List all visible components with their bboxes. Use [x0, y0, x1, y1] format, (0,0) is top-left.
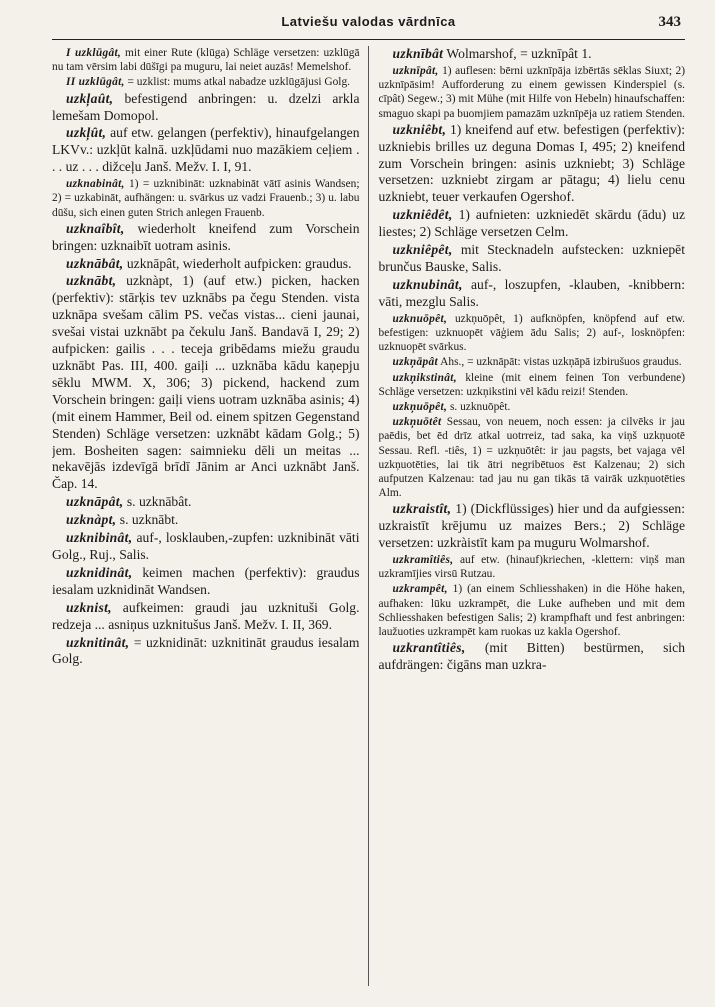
entry-headword: uzknubinât, — [392, 276, 463, 292]
entry-definition: auf etw. (hinauf)kriechen, -klettern: viņš man uzkramījies virsū Rutzau. — [378, 554, 685, 581]
entry-definition: s. uzknābt. — [116, 512, 179, 528]
dictionary-entry — [379, 122, 686, 207]
dictionary-entry — [52, 512, 360, 529]
entry-headword: uzkļaût, — [66, 90, 114, 106]
dictionary-entry — [52, 565, 360, 599]
entry-definition: Ahs., = uzknāpāt: vistas uzkņāpā izbirušuos graudus. — [437, 356, 682, 369]
entry-definition: keimen machen (perfektiv): graudus iesalam uzknidināt Wandsen. — [52, 564, 360, 597]
running-title: Latviešu valodas vārdnīca — [281, 14, 456, 29]
entry-headword: uzkņuōpêt, — [392, 400, 448, 413]
entry-headword: uzkņāpât — [392, 356, 438, 369]
dictionary-entry — [379, 415, 686, 500]
entry-headword: uzknābt, — [66, 273, 117, 289]
page-header — [52, 14, 685, 36]
entry-headword: uzknist, — [66, 599, 112, 615]
entry-definition: mit Stecknadeln aufstecken: uzkniepēt brunčus Bauske, Salis. — [378, 242, 685, 274]
dictionary-entry — [52, 635, 360, 669]
entry-definition: 1) kneifend auf etw. befestigen (perfektiv): uzkniebis brilles uz deguna Domas I, 495; 2) kneifend zum Vorschein bringen: asinis uzkniebt; 3) Schläge versetzen: uzkniebt zirgam ar pātagu; 4) lielu cenu uzkniebt, teuer verkaufen Ogershof. — [378, 121, 685, 205]
header-rule — [52, 39, 685, 40]
dictionary-entry — [52, 177, 360, 220]
entry-headword: uzkņikstinât, — [392, 371, 457, 384]
entry-definition: wiederholt kneifend zum Vorschein bringen: uzknaibīt uotram asinis. — [52, 220, 360, 253]
entry-headword: uzknibinât, — [66, 530, 133, 546]
entry-definition: auf etw. gelangen (perfektiv), hinaufgelangen LKVv.: uzkļūt kalnā. uzkļūdami nuo mazākiem ceļiem . . . uz . . . dižceļu Janš. Mežv. I. I, 91. — [52, 125, 360, 175]
dictionary-entry — [52, 91, 360, 125]
entry-definition: aufkeimen: graudi jau uzknituši Golg. redzeja ... asniņus uzknitušus Janš. Mežv. I. II, 369. — [52, 599, 360, 632]
entry-headword: uzknuōpêt, — [392, 312, 448, 325]
entry-headword: uzkļût, — [66, 125, 107, 141]
dictionary-entry — [379, 64, 686, 121]
entry-definition: auf-, loszupfen, -klauben, -knibbern: vāti, mezglu Salis. — [378, 276, 685, 309]
entry-definition: uzknāpât, wiederholt aufpicken: graudus. — [123, 255, 352, 271]
entry-headword: uzknāpât, — [66, 494, 124, 510]
dictionary-entry — [379, 582, 686, 639]
entry-headword: uzknitinât, — [66, 634, 130, 650]
dictionary-entry — [379, 640, 686, 674]
entry-definition: auf-, losklauben,-zupfen: uzknibināt vāti Golg., Ruj., Salis. — [52, 530, 360, 562]
entry-headword: uzknābât, — [66, 255, 124, 271]
entry-headword: II uzklūgât, — [66, 76, 125, 89]
dictionary-entry — [52, 256, 360, 273]
entry-headword: uzkrampêt, — [392, 583, 448, 596]
entry-headword: uzkrantîtiês, — [392, 640, 466, 656]
dictionary-entry — [52, 600, 360, 634]
entry-definition: kleine (mit einem feinen Ton verbundene) Schläge versetzen: uzkņikstini vēl kādu reizi! Stenden. — [378, 371, 685, 398]
entry-definition: 1) (Dickflüssiges) hier und da aufgiessen: uzkraistīt krējumu uz maizes Bers.; 2) Schläge versetzen: uzkràistīt kam pa muguru Wolmarshof. — [378, 501, 685, 551]
dictionary-entry — [52, 273, 360, 493]
entry-definition: 1) aufnieten: uzkniedēt skārdu (ādu) uz liestes; 2) Schläge versetzen Celm. — [378, 207, 685, 240]
entry-headword: uzkņuōtêt — [392, 416, 442, 429]
dictionary-entry — [379, 355, 686, 369]
left-column — [52, 46, 369, 986]
entry-definition: 1) (an einem Schliesshaken) in die Höhe haken, aufhaken: lūku uzkrampēt, die Luke aufheben und mit dem Schliesshaken befestigen Salis; 2) krampfhaft und fest anbringen: laužuoties uzkrampēt kam ruokas uz kakla Ogershof. — [378, 583, 685, 639]
dictionary-entry — [379, 371, 686, 399]
entry-definition: s. uzknābât. — [123, 494, 192, 510]
entry-definition: mit einer Rute (klūga) Schläge versetzen: uzklūgā nu tam vērsim labi dūšīgi pa muguru, lai neiet auzās! Memelshof. — [52, 47, 360, 74]
entry-headword: uzkniêdêt, — [392, 207, 453, 223]
dictionary-entry — [52, 221, 360, 255]
entry-definition: befestigend anbringen: u. dzelzi arkla lemešam Domopol. — [52, 90, 360, 123]
entry-headword: uzkramîtiês, — [392, 554, 454, 567]
dictionary-entry — [379, 501, 686, 552]
entry-headword: uzknīpât, — [392, 64, 439, 77]
entry-headword: uzknàpt, — [66, 512, 117, 528]
entry-headword: uzknidinât, — [66, 564, 133, 580]
entry-definition: s. uzknuōpêt. — [447, 400, 511, 413]
entry-definition: Wolmarshof, = uzknīpât 1. — [443, 46, 592, 61]
dictionary-entry — [379, 277, 686, 311]
right-column — [369, 46, 686, 986]
dictionary-entry — [52, 530, 360, 564]
dictionary-entry — [379, 46, 686, 63]
entry-headword: uzknībât — [392, 46, 444, 61]
entry-headword: uzkniêbt, — [392, 121, 447, 137]
page-number: 343 — [658, 14, 681, 30]
dictionary-entry — [379, 553, 686, 581]
dictionary-entry — [52, 75, 360, 89]
entry-definition: 1) auflesen: bērni uzknīpāja izbērtās sēklas Siuxt; 2) uzknīpāsim! Aufforderung zu einem gewissen Kinderspiel (s. cīpât) Segew.; 3) mit Mühe (mit Hilfe von Hebeln) hinaufschaffen: smaguo skapi pa buomjiem pamazām uzknīpēja uz ratiem Stenden. — [378, 64, 685, 120]
entry-headword: I uzklūgât, — [66, 47, 122, 59]
entry-definition: = uzknidināt: uzknitināt graudus iesalam Golg. — [52, 634, 360, 667]
entry-headword: uzknabinât, — [66, 178, 125, 191]
dictionary-entry — [52, 125, 360, 176]
entry-definition: Sessau, von neuem, noch essen: ja cilvēks ir jau paēdis, bet ēd drīz atkal uotrreiz, tad saka, ka viņš uzkņuotē Sessau. Refl. -tiês, 1) = uzkņuōtêt: ir jau pagsts, bet vajaga vēl uzkņuotēties, lai tik ātri negribētuos ēst Kalzenau; 2) sich aufputzen Kalzenau: tad jau nu gan tikās tā vairāk uzkņuotēties Alm. — [378, 416, 685, 500]
columns — [52, 46, 685, 986]
entry-definition: uzkņuōpêt, 1) aufknöpfen, knöpfend auf etw. befestigen: uzknuopēt vāģiem ādu Salis; 2) auf-, losknöpfen: uzknuopēt svārkus. — [378, 312, 685, 354]
entry-headword: uzkraistît, — [392, 501, 452, 517]
dictionary-entry — [379, 312, 686, 355]
dictionary-entry — [52, 494, 360, 511]
entry-definition: uzknàpt, 1) (auf etw.) picken, hacken (perfektiv): stārķis tev uzknābs pa čegu Stenden. vista uzknāpa svešam cālim PS. večas vistas... cieni jaunai, svešai vistai uzknābt pa čekulu Janš. Bandavā I, 29; 2) aufpicken: gailis . . . teceja gribēdams miežu graudu uzknābt Pas. III, 400. gaiļi ... uzknāba kādu kaņepju sēklu MWM. X, 306; 3) pickend, hackend zum Vorschein bringen: gaiļi viens uotram uzknāba asinis; 4) (mit einem Hammer, Beil od. einem spitzen Gegenstand Stenden) Schläge versetzen: uzknābt kādam Golg.; 5) jem. Bosheiten sagen: saimnieku dēli un meitas ... nekavējās izdevīgā brīdī Jānim ar Anci uzknābt Janš. Čap. 14. — [52, 273, 360, 492]
dictionary-entry — [379, 242, 686, 276]
dictionary-entry — [52, 46, 360, 74]
dictionary-entry — [379, 207, 686, 241]
dictionary-entry — [379, 400, 686, 414]
entry-headword: uzknaîbît, — [66, 220, 125, 236]
entry-definition: (mit Bitten) bestürmen, sich aufdrängen: čigāns man uzkra- — [378, 640, 685, 673]
entry-headword: uzkniêpêt, — [392, 242, 453, 258]
entry-definition: = uzklist: mums atkal nabadze uzklūgājusi Golg. — [124, 76, 351, 89]
entry-definition: 1) = uzknibināt: uzknabināt vātī asinis Wandsen; 2) = uzkabināt, aufhängen: u. svārkus uz vadzi Frauenb.; 3) u. labu dūšu, sich einen guten Strich anlegen Frauenb. — [52, 178, 360, 219]
